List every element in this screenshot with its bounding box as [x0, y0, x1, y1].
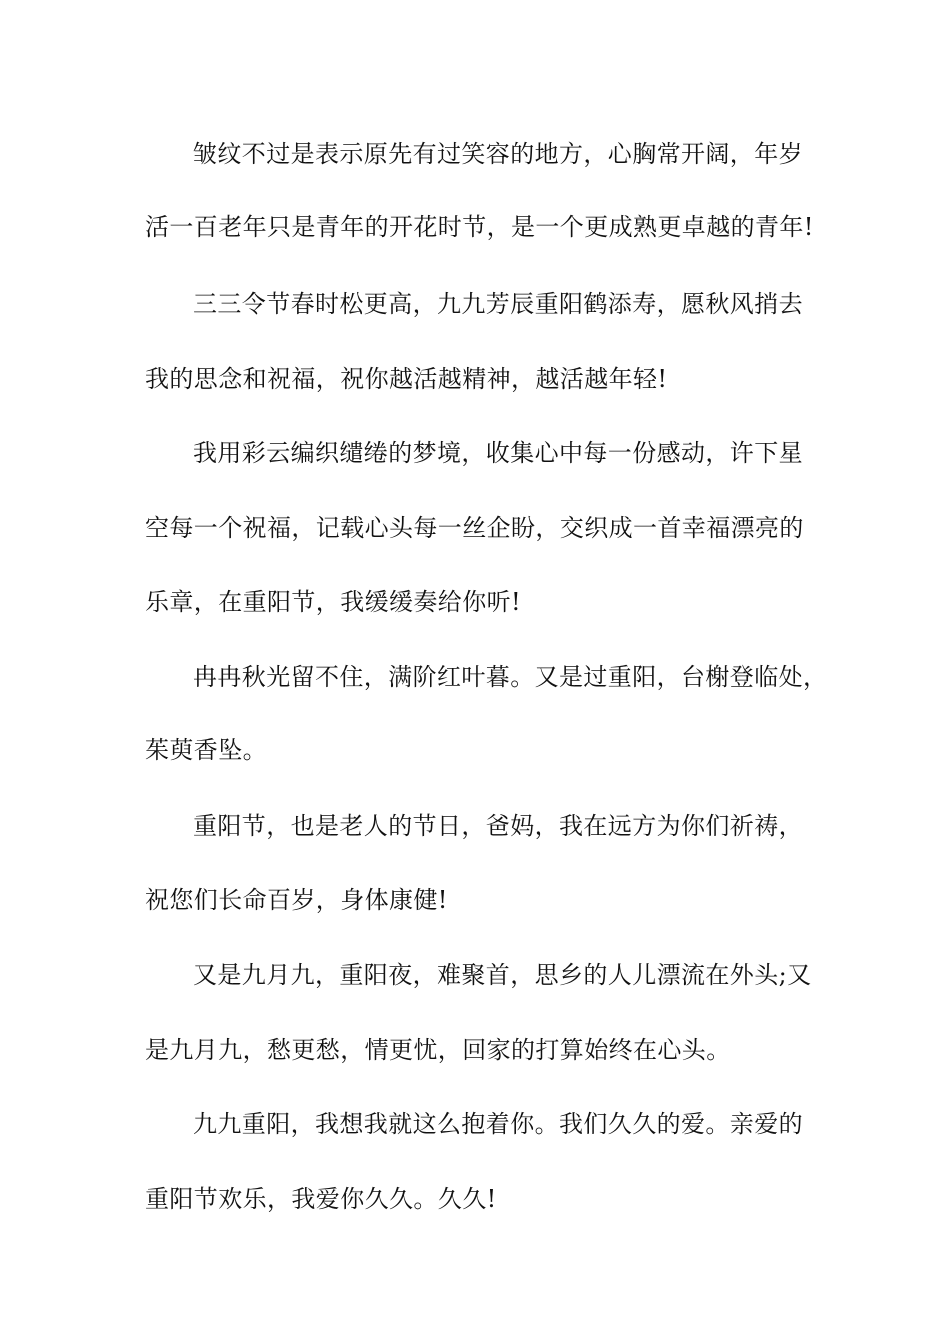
paragraph-7-line-1: 九九重阳，我想我就这么抱着你。我们久久的爱。亲爱的	[193, 1110, 803, 1138]
paragraph-3-line-1: 我用彩云编织缱绻的梦境，收集心中每一份感动，许下星	[193, 439, 803, 467]
paragraph-7-line-2: 重阳节欢乐，我爱你久久。久久!	[145, 1185, 497, 1213]
paragraph-5-line-1: 重阳节，也是老人的节日，爸妈，我在远方为你们祈祷，	[193, 812, 803, 840]
paragraph-5-line-2: 祝您们长命百岁，身体康健!	[145, 886, 448, 914]
paragraph-3-line-2: 空每一个祝福，记载心头每一丝企盼，交织成一首幸福漂亮的	[145, 514, 804, 542]
paragraph-2-line-1: 三三令节春时松更高，九九芳辰重阳鹤添寿，愿秋风捎去	[193, 290, 803, 318]
paragraph-3-line-3: 乐章，在重阳节，我缓缓奏给你听!	[145, 588, 522, 616]
paragraph-2-line-2: 我的思念和祝福，祝你越活越精神，越活越年轻!	[145, 365, 668, 393]
paragraph-1-line-1: 皱纹不过是表示原先有过笑容的地方，心胸常开阔，年岁	[193, 140, 803, 168]
paragraph-4-line-1: 冉冉秋光留不住，满阶红叶暮。又是过重阳，台榭登临处，	[193, 663, 828, 691]
paragraph-6-line-2: 是九月九，愁更愁，情更忧，回家的打算始终在心头。	[145, 1036, 731, 1064]
paragraph-4-line-2: 茱萸香坠。	[145, 736, 267, 764]
paragraph-6-line-1: 又是九月九，重阳夜，难聚首，思乡的人儿漂流在外头;又	[193, 961, 812, 989]
paragraph-1-line-2: 活一百老年只是青年的开花时节，是一个更成熟更卓越的青年!	[145, 213, 814, 241]
